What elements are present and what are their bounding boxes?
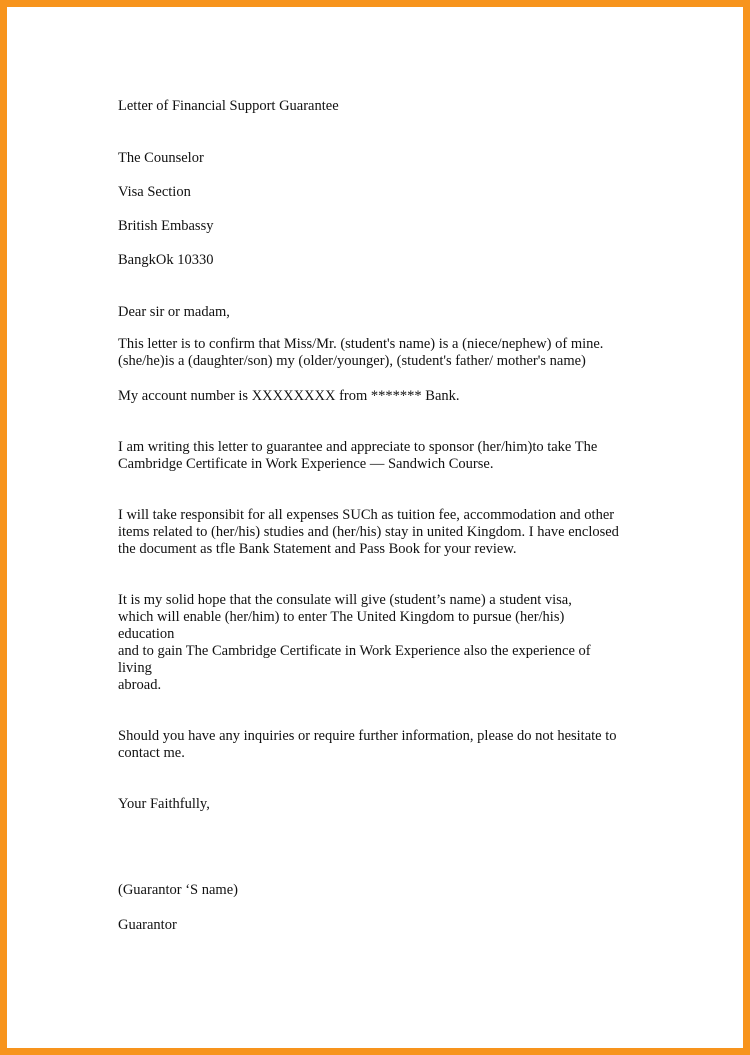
- paragraph-1-line-2: (she/he)is a (daughter/son) my (older/younger), (student's father/ mother's name): [118, 353, 586, 369]
- paragraph-1-line-1: This letter is to confirm that Miss/Mr. (student's name) is a (niece/nephew) of mine.: [118, 336, 604, 352]
- paragraph-5-line-4: and to gain The Cambridge Certificate in Work Experience also the experience of: [118, 643, 591, 659]
- letter-title: Letter of Financial Support Guarantee: [118, 98, 339, 114]
- paragraph-4-line-3: the document as tfle Bank Statement and Pass Book for your review.: [118, 541, 517, 557]
- paragraph-3-line-2: Cambridge Certificate in Work Experience — Sandwich Course.: [118, 456, 494, 472]
- address-line-city: BangkOk 10330: [118, 252, 214, 268]
- address-line-counselor: The Counselor: [118, 150, 204, 166]
- paragraph-5-line-1: It is my solid hope that the consulate will give (student’s name) a student visa,: [118, 592, 572, 608]
- paragraph-5-line-2: which will enable (her/him) to enter The United Kingdom to pursue (her/his): [118, 609, 565, 625]
- salutation: Dear sir or madam,: [118, 304, 230, 320]
- paragraph-3-line-1: I am writing this letter to guarantee and appreciate to sponsor (her/him)to take The: [118, 439, 598, 455]
- guarantor-role: Guarantor: [118, 917, 177, 933]
- paragraph-6-line-1: Should you have any inquiries or require further information, please do not hesitate to: [118, 728, 617, 744]
- paragraph-5-line-6: abroad.: [118, 677, 162, 693]
- paragraph-2-line-1: My account number is XXXXXXXX from ******* Bank.: [118, 388, 460, 404]
- paragraph-6-line-2: contact me.: [118, 745, 185, 761]
- address-line-visa-section: Visa Section: [118, 184, 191, 200]
- guarantor-name: (Guarantor ‘S name): [118, 882, 238, 898]
- paragraph-5-line-3: education: [118, 626, 175, 642]
- paragraph-4-line-2: items related to (her/his) studies and (her/his) stay in united Kingdom. I have enclosed: [118, 524, 619, 540]
- paragraph-5-line-5: living: [118, 660, 152, 676]
- address-line-embassy: British Embassy: [118, 218, 214, 234]
- closing: Your Faithfully,: [118, 796, 210, 812]
- paragraph-4-line-1: I will take responsibit for all expenses SUCh as tuition fee, accommodation and other: [118, 507, 615, 523]
